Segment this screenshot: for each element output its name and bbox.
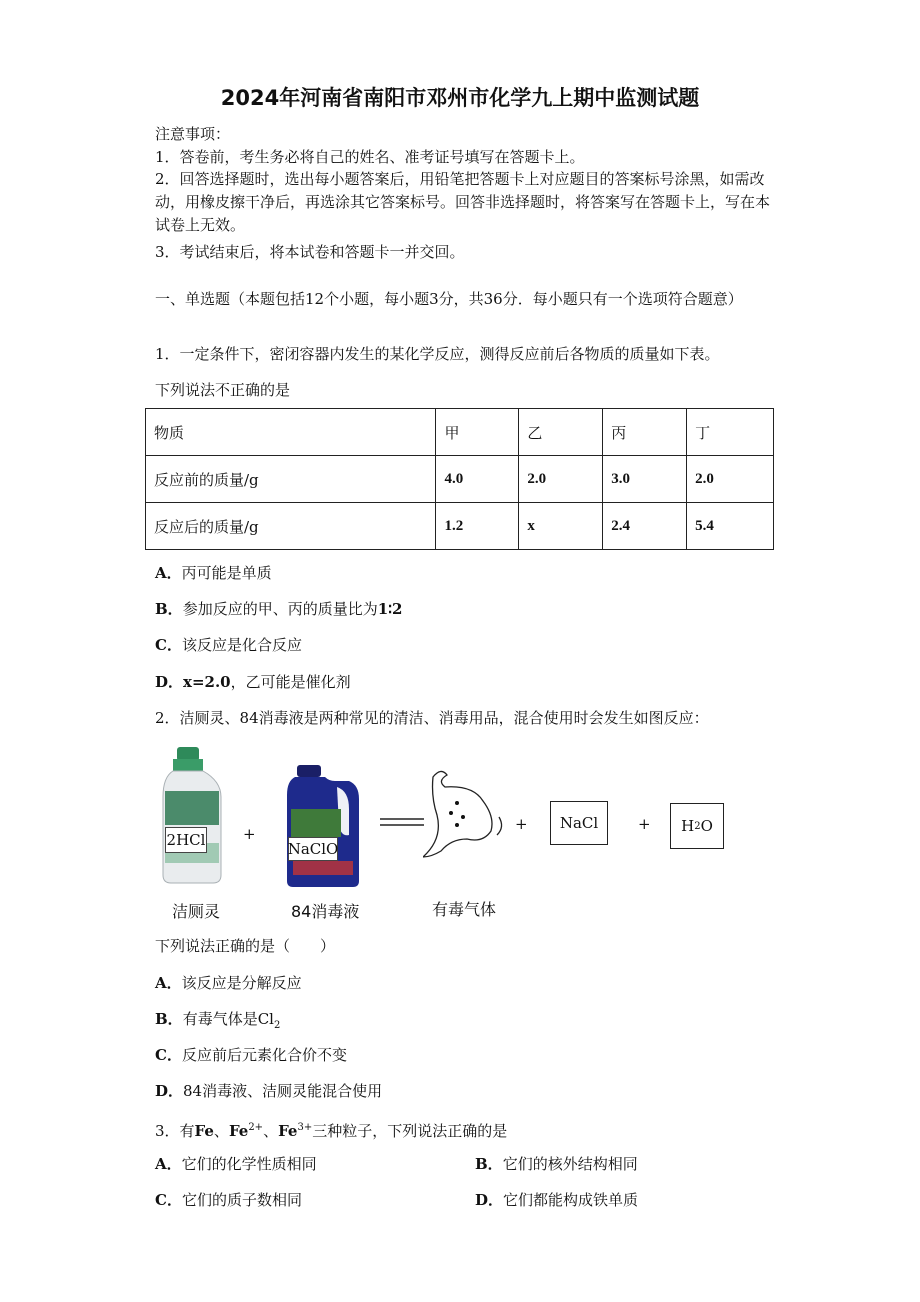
fe3-charge: 3+ [297, 1122, 313, 1133]
q2-sub: 下列说法正确的是（ ） [155, 937, 336, 955]
q2-reaction-figure [145, 745, 745, 925]
q3-stem [155, 1118, 507, 1141]
option-text: 它们的化学性质相同 [181, 1155, 317, 1173]
q1-option-c[interactable] [155, 635, 302, 655]
section-heading: 一、单选题（本题包括12个小题，每小题3分，共36分．每小题只有一个选项符合题意） [155, 290, 743, 308]
option-text: 参加反应的甲、丙的质量比为 [182, 600, 378, 618]
disinfectant-bottle-icon [285, 765, 361, 889]
table-cell: 2.0 [687, 456, 774, 503]
fe2-charge: 2+ [248, 1122, 264, 1133]
option-text: 它们的核外结构相同 [502, 1155, 638, 1173]
q1-sub: 下列说法不正确的是 [155, 381, 291, 399]
table-row [146, 409, 774, 456]
q2-stem: 2．洁厕灵、84消毒液是两种常见的清洁、消毒用品，混合使用时会发生如图反应： [155, 709, 709, 727]
table-cell: 物质 [146, 409, 436, 456]
option-text: 该反应是化合反应 [181, 636, 302, 654]
q3-stem-end: 三种粒子，下列说法正确的是 [312, 1122, 508, 1140]
table-cell: 反应后的质量/g [146, 503, 436, 550]
plus-sign: + [638, 815, 651, 833]
q2-option-c[interactable] [155, 1045, 347, 1065]
notice-item-1: 1．答卷前，考生务必将自己的姓名、准考证号填写在答题卡上。 [155, 148, 585, 166]
table-cell: 4.0 [436, 456, 519, 503]
water-o: O [700, 817, 713, 835]
option-letter: A． [155, 564, 182, 582]
q2-option-d[interactable] [155, 1081, 382, 1101]
option-letter: C． [155, 1046, 182, 1064]
option-letter: B． [155, 1010, 183, 1028]
option-letter: A． [155, 1155, 182, 1173]
option-letter: C． [155, 636, 182, 654]
option-letter: B． [475, 1155, 503, 1173]
table-cell: 丙 [603, 409, 687, 456]
option-text: 它们的质子数相同 [181, 1191, 302, 1209]
option-letter: D． [155, 1082, 184, 1100]
water-sub: 2 [694, 820, 701, 832]
separator: 、 [263, 1122, 279, 1140]
table-cell: 乙 [519, 409, 603, 456]
table-row [146, 456, 774, 503]
option-text: 丙可能是单质 [181, 564, 272, 582]
q1-option-b[interactable] [155, 599, 402, 619]
option-letter: A． [155, 974, 182, 992]
q3-option-d[interactable] [475, 1190, 638, 1210]
q3-option-a[interactable] [155, 1154, 317, 1174]
table-cell: 1.2 [436, 503, 519, 550]
table-row [146, 503, 774, 550]
option-text: 有毒气体是Cl [182, 1010, 274, 1028]
option-text: 反应前后元素化合价不变 [181, 1046, 347, 1064]
option-letter: B． [155, 600, 183, 618]
water-h: H [681, 817, 695, 835]
notice-item-2: 2．回答选择题时，选出每小题答案后，用铅笔把答题卡上对应题目的答案标号涂黑，如需改动，用橡皮擦干净后，再选涂其它答案标号。回答非选择题时，将答案写在答题卡上，写在本试卷上无效。 [155, 170, 771, 234]
fe-symbol: Fe [194, 1122, 214, 1140]
caption-disinfectant: 84消毒液 [291, 902, 360, 921]
notice-item-3: 3．考试结束后，将本试卷和答题卡一并交回。 [155, 243, 465, 261]
fe2-symbol: Fe [228, 1122, 249, 1140]
table-cell: 3.0 [603, 456, 687, 503]
option-text: 该反应是分解反应 [181, 974, 302, 992]
notice-heading: 注意事项： [155, 125, 231, 143]
toilet-cleaner-bottle-icon [157, 747, 227, 887]
option-text: ，乙可能是催化剂 [230, 673, 351, 691]
product-nacl-box: NaCl [550, 801, 608, 845]
table-cell: 2.0 [519, 456, 603, 503]
table-cell: 2.4 [603, 503, 687, 550]
q1-mass-table [145, 408, 774, 550]
option-ratio: 1∶2 [377, 600, 403, 618]
table-cell: 5.4 [687, 503, 774, 550]
product-water-box [670, 803, 724, 849]
separator: 、 [213, 1122, 229, 1140]
bottle2-formula: NaClO [288, 837, 338, 861]
equals-sign-icon [380, 817, 424, 827]
option-value: x=2.0 [183, 673, 231, 691]
caption-toxic-gas: 有毒气体 [432, 900, 497, 919]
option-letter: D． [475, 1191, 504, 1209]
table-cell: 反应前的质量/g [146, 456, 436, 503]
option-letter: D． [155, 673, 184, 691]
plus-sign: + [515, 815, 528, 833]
fe3-symbol: Fe [278, 1122, 298, 1140]
q3-option-b[interactable] [475, 1154, 638, 1174]
q2-option-b[interactable] [155, 1009, 280, 1036]
bottle1-formula: 2HCl [165, 827, 207, 853]
q3-option-c[interactable] [155, 1190, 302, 1210]
toxic-gas-icon [423, 765, 513, 865]
plus-sign: + [243, 825, 256, 843]
option-text: 它们都能构成铁单质 [503, 1191, 639, 1209]
q1-stem: 1．一定条件下，密闭容器内发生的某化学反应，测得反应前后各物质的质量如下表。 [155, 345, 720, 363]
table-cell: 甲 [436, 409, 519, 456]
page-title: 2024年河南省南阳市邓州市化学九上期中监测试题 [220, 86, 700, 110]
q1-option-d[interactable] [155, 672, 351, 692]
q1-option-a[interactable] [155, 563, 272, 583]
table-cell: x [519, 503, 603, 550]
option-text: 84消毒液、洁厕灵能混合使用 [183, 1082, 383, 1100]
option-subscript: 2 [273, 1020, 281, 1031]
table-cell: 丁 [687, 409, 774, 456]
q2-option-a[interactable] [155, 973, 302, 993]
caption-toilet-cleaner: 洁厕灵 [172, 902, 221, 921]
option-letter: C． [155, 1191, 182, 1209]
q3-stem-start: 3．有 [155, 1122, 195, 1140]
